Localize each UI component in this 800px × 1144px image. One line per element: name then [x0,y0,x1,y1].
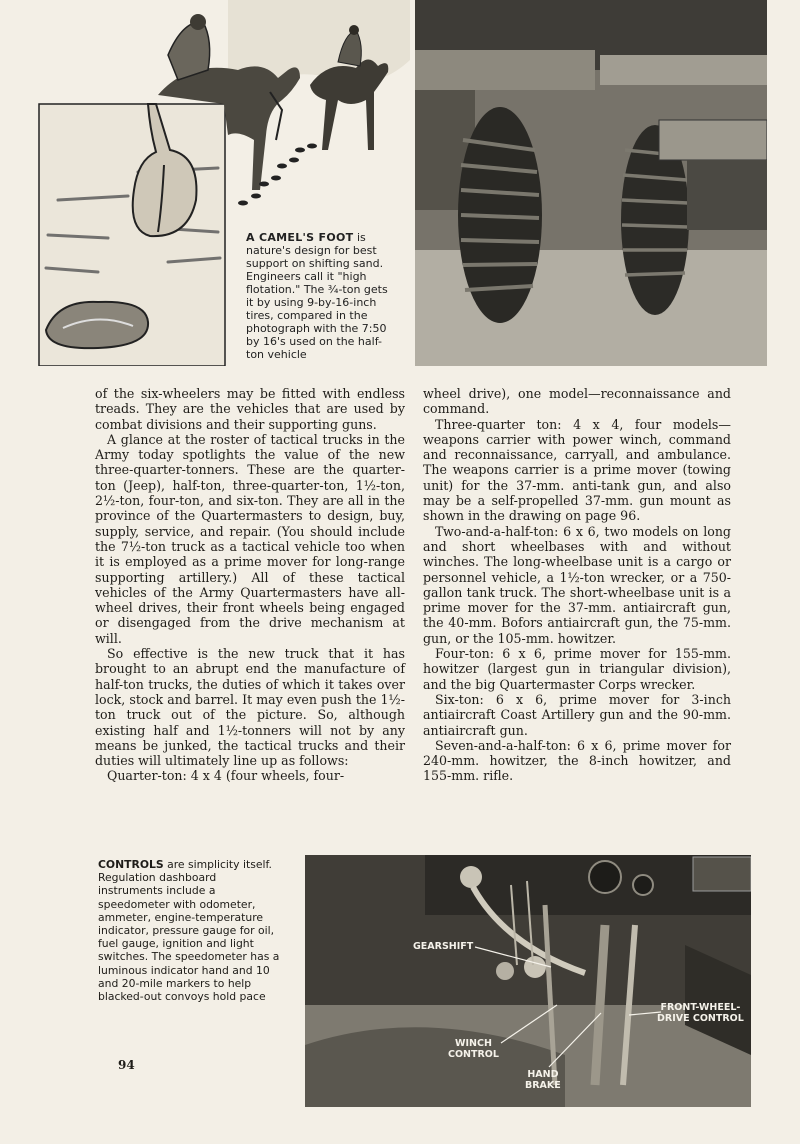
paragraph: Three-quarter ton: 4 x 4, four models—weapons carrier with power winch, command and reconnaissance, carryall, and ambulance. The weapons carrier is a prime mover (towing unit) for the 37-mm. anti-tank gun, and also may be a self-propelled 37-mm. gun mount as shown in the drawing on page 96. [423,416,731,524]
paragraph: wheel drive), one model—reconnaissance and command. [423,386,731,417]
winch-label-line2: CONTROL [448,1049,499,1060]
gearshift-label: GEARSHIFT [413,941,474,952]
controls-caption [98,858,284,1003]
article-column-right [423,386,731,784]
paragraph: of the six-wheelers may be fitted with endless treads. They are the vehicles that are used by combat divisions and their supporting guns. [95,386,405,432]
controls-caption-lead: CONTROLS [98,858,164,871]
tire-comparison-photo [415,0,767,366]
paragraph: Two-and-a-half-ton: 6 x 6, two models on long and short wheelbases with and without winches. The long-wheelbase unit is a cargo or personnel vehicle, a 1½-ton wrecker, or a 750-gallon tank truck. The short-wheelbase unit is a prime mover for the 37-mm. antiaircraft gun, the 40-mm. Bofors antiaircraft gun, the 75-mm. gun, or the 105-mm. howitzer. [423,523,731,646]
article-column-left [95,386,405,784]
hand-brake-label [525,1069,561,1091]
hand-brake-label-line1: HAND [527,1069,559,1080]
page-number: 94 [118,1058,135,1072]
winch-control-label [448,1038,499,1060]
controls-caption-text: are simplicity itself. Regulation dashboard instruments include a speedometer with odometer, ammeter, engine-temperature indicator, pressure gauge for oil, fuel gauge, ignition and light switches. The speedometer has a luminous indicator hand and 10 and 20-mile markers to help blacked-out convoys hold pace [98,858,280,1004]
dashboard-controls-photo [305,855,751,1107]
paragraph: Six-ton: 6 x 6, prime mover for 3-inch antiaircraft Coast Artillery gun and the 90-mm. antiaircraft gun. [423,691,731,738]
hand-brake-label-line2: BRAKE [525,1080,561,1091]
paragraph: So effective is the new truck that it has brought to an abrupt end the manufacture of half-ton trucks, the duties of which it takes over lock, stock and barrel. It may even push the 1½-ton truck out of the picture. So, although existing half and 1½-tonners will not by any means be junked, the tactical trucks and their duties will ultimately line up as follows: [95,646,405,769]
camel-caption-text: is nature's design for best support on shifting sand. Engineers call it "high flotation." The ¾-ton gets it by using 9-by-16-inch tires, compared in the photograph with the 7:50 by 16's used on the half-ton vehicle [246,231,388,361]
paragraph: Seven-and-a-half-ton: 6 x 6, prime mover for 240-mm. howitzer, the 8-inch howitzer, and 155-mm. rifle. [423,737,731,784]
front-wheel-drive-label-line2: DRIVE CONTROL [657,1013,744,1024]
paragraph: Quarter-ton: 4 x 4 (four wheels, four- [107,768,345,784]
camel-caption-lead: A CAMEL'S FOOT [246,231,354,244]
paragraph: Four-ton: 6 x 6, prime mover for 155-mm. howitzer (largest gun in triangular division), and the big Quartermaster Corps wrecker. [423,646,731,692]
winch-label-line1: WINCH [455,1038,492,1049]
camel-caption [246,231,398,361]
paragraph: A glance at the roster of tactical trucks in the Army today spotlights the value of the new three-quarter-tonners. These are the quarter-ton (Jeep), half-ton, three-quarter-ton, 1½-ton, 2½-ton, four-ton, and six-ton. They are all in the province of the Quartermasters to design, buy, supply, service, and repair. (You should include the 7½-ton truck as a tactical vehicle too when it is employed as a prime mover for long-range supporting artillery.) All of these tactical vehicles of the Army Quartermasters have all-wheel drives, their front wheels being engaged or disengaged from the drive mechanism at will. [95,431,405,646]
front-wheel-drive-label-line1: FRONT-WHEEL- [660,1002,741,1013]
front-wheel-drive-control-label [657,1002,744,1024]
